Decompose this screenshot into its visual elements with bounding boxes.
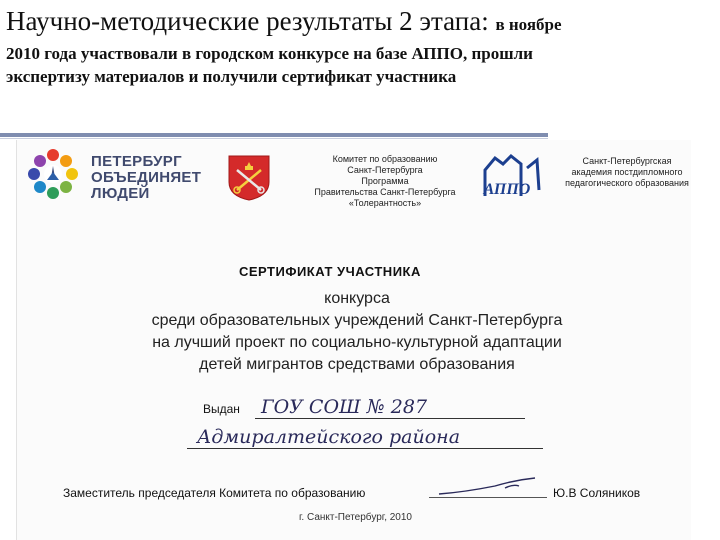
petersburg-unites-text: ПЕТЕРБУРГ ОБЪЕДИНЯЕТ ЛЮДЕЙ	[91, 153, 202, 202]
issued-to-school: ГОУ СОШ № 287	[255, 396, 525, 419]
title-divider-shadow	[0, 138, 548, 139]
slide-title	[6, 4, 718, 88]
petersburg-unites-logo-icon	[25, 146, 81, 202]
body-line: конкурса	[324, 290, 390, 307]
appo-logo-icon	[477, 150, 543, 202]
title-small-tail: в ноябре	[495, 15, 562, 34]
signer-name: Ю.В Соляников	[553, 486, 641, 500]
committee-text: Комитет по образованию Санкт-Петербурга Программа Правительства Санкт-Петербурга «Толерантность»	[314, 154, 456, 208]
title-large-text: Научно-методические результаты 2 этапа:	[6, 6, 489, 36]
issued-to-district: Адмиралтейского района	[187, 426, 543, 449]
coat-of-arms-icon	[227, 154, 271, 202]
deputy-label: Заместитель председателя Комитета по образованию	[63, 486, 366, 500]
title-divider	[0, 133, 548, 137]
signature-icon	[435, 474, 545, 498]
certificate-image	[16, 140, 691, 540]
body-line: на лучший проект по социально-культурной адаптации	[152, 334, 562, 351]
body-line: детей мигрантов средствами образования	[199, 356, 515, 373]
certificate-title: СЕРТИФИКАТ УЧАСТНИКА	[239, 264, 421, 279]
city-year: г. Санкт-Петербург, 2010	[299, 512, 412, 523]
body-line: среди образовательных учреждений Санкт-Петербурга	[151, 312, 563, 329]
appo-logo-text: АППО	[483, 181, 531, 198]
title-line-2: 2010 года участвовали в городском конкурсе на базе АППО, прошли	[6, 44, 533, 63]
signature-line	[429, 497, 547, 498]
academy-text: Санкт-Петербургская академия постдипломного педагогического образования	[565, 156, 689, 188]
certificate-body	[77, 288, 637, 376]
title-line-3: экспертизу материалов и получили сертификат участника	[6, 67, 457, 86]
issued-label: Выдан	[203, 402, 240, 416]
